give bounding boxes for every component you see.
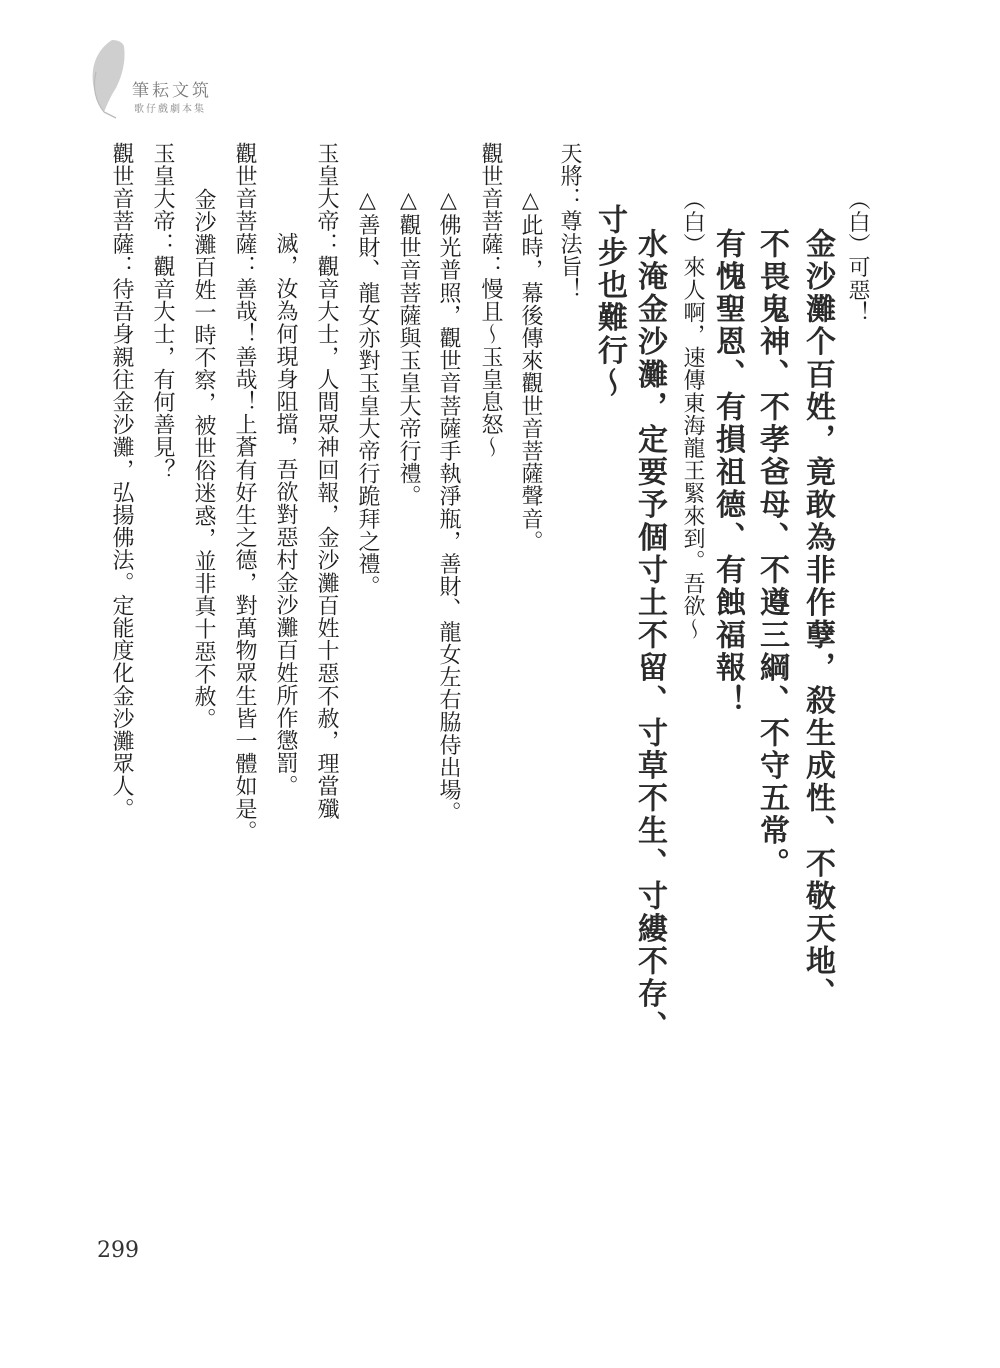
text-line-12: △觀世音菩薩與玉皇大帝行禮。 [396,188,421,508]
page-number: 299 [97,1238,139,1263]
logo-subtitle: 歌仔戲劇本集 [134,104,206,115]
text-line-18: 玉皇大帝：觀音大士，有何善見？ [150,142,175,481]
text-line-1: （白）可惡！ [845,188,870,324]
text-line-9: △此時，幕後傳來觀世音菩薩聲音。 [518,188,543,553]
text-line-7: 寸步也難行～ [592,204,627,400]
text-line-3: 不畏鬼神、不孝爸母、不遵三綱、不守五常。 [754,228,789,880]
text-line-13: △善財、龍女亦對玉皇大帝行跪拜之禮。 [355,188,380,598]
text-line-10: 觀世音菩薩：慢且～玉皇息怒～ [478,142,503,459]
text-line-6: 水淹金沙灘，定要予個寸土不留、寸草不生、寸縷不存、 [632,228,667,1043]
text-line-2: 金沙灘个百姓，竟敢為非作孽，殺生成性、不敬天地、 [800,228,835,1011]
logo-title: 筆耘文筑 [132,81,212,101]
text-line-8: 天將：尊法旨！ [557,142,582,301]
text-line-15: 滅，汝為何現身阻擋，吾欲對惡村金沙灘百姓所作懲罰。 [273,232,298,797]
text-line-14: 玉皇大帝：觀音大士，人間眾神回報，金沙灘百姓十惡不赦，理當殲 [314,142,339,820]
text-line-17: 金沙灘百姓一時不察，被世俗迷惑，並非真十惡不赦。 [191,188,216,731]
publisher-logo [82,32,232,122]
text-line-4: 有愧聖恩、有損祖德、有蝕福報！ [710,228,745,717]
text-line-5: （白）來人啊，速傳東海龍王緊來到。吾欲～ [680,188,705,640]
text-line-19: 觀世音菩薩：待吾身親往金沙灘，弘揚佛法。定能度化金沙灘眾人。 [109,142,134,820]
text-line-16: 觀世音菩薩：善哉！善哉！上蒼有好生之德，對萬物眾生皆一體如是。 [232,142,257,843]
text-line-11: △佛光普照，觀世音菩薩手執淨瓶，善財、龍女左右脇侍出場。 [436,188,461,824]
